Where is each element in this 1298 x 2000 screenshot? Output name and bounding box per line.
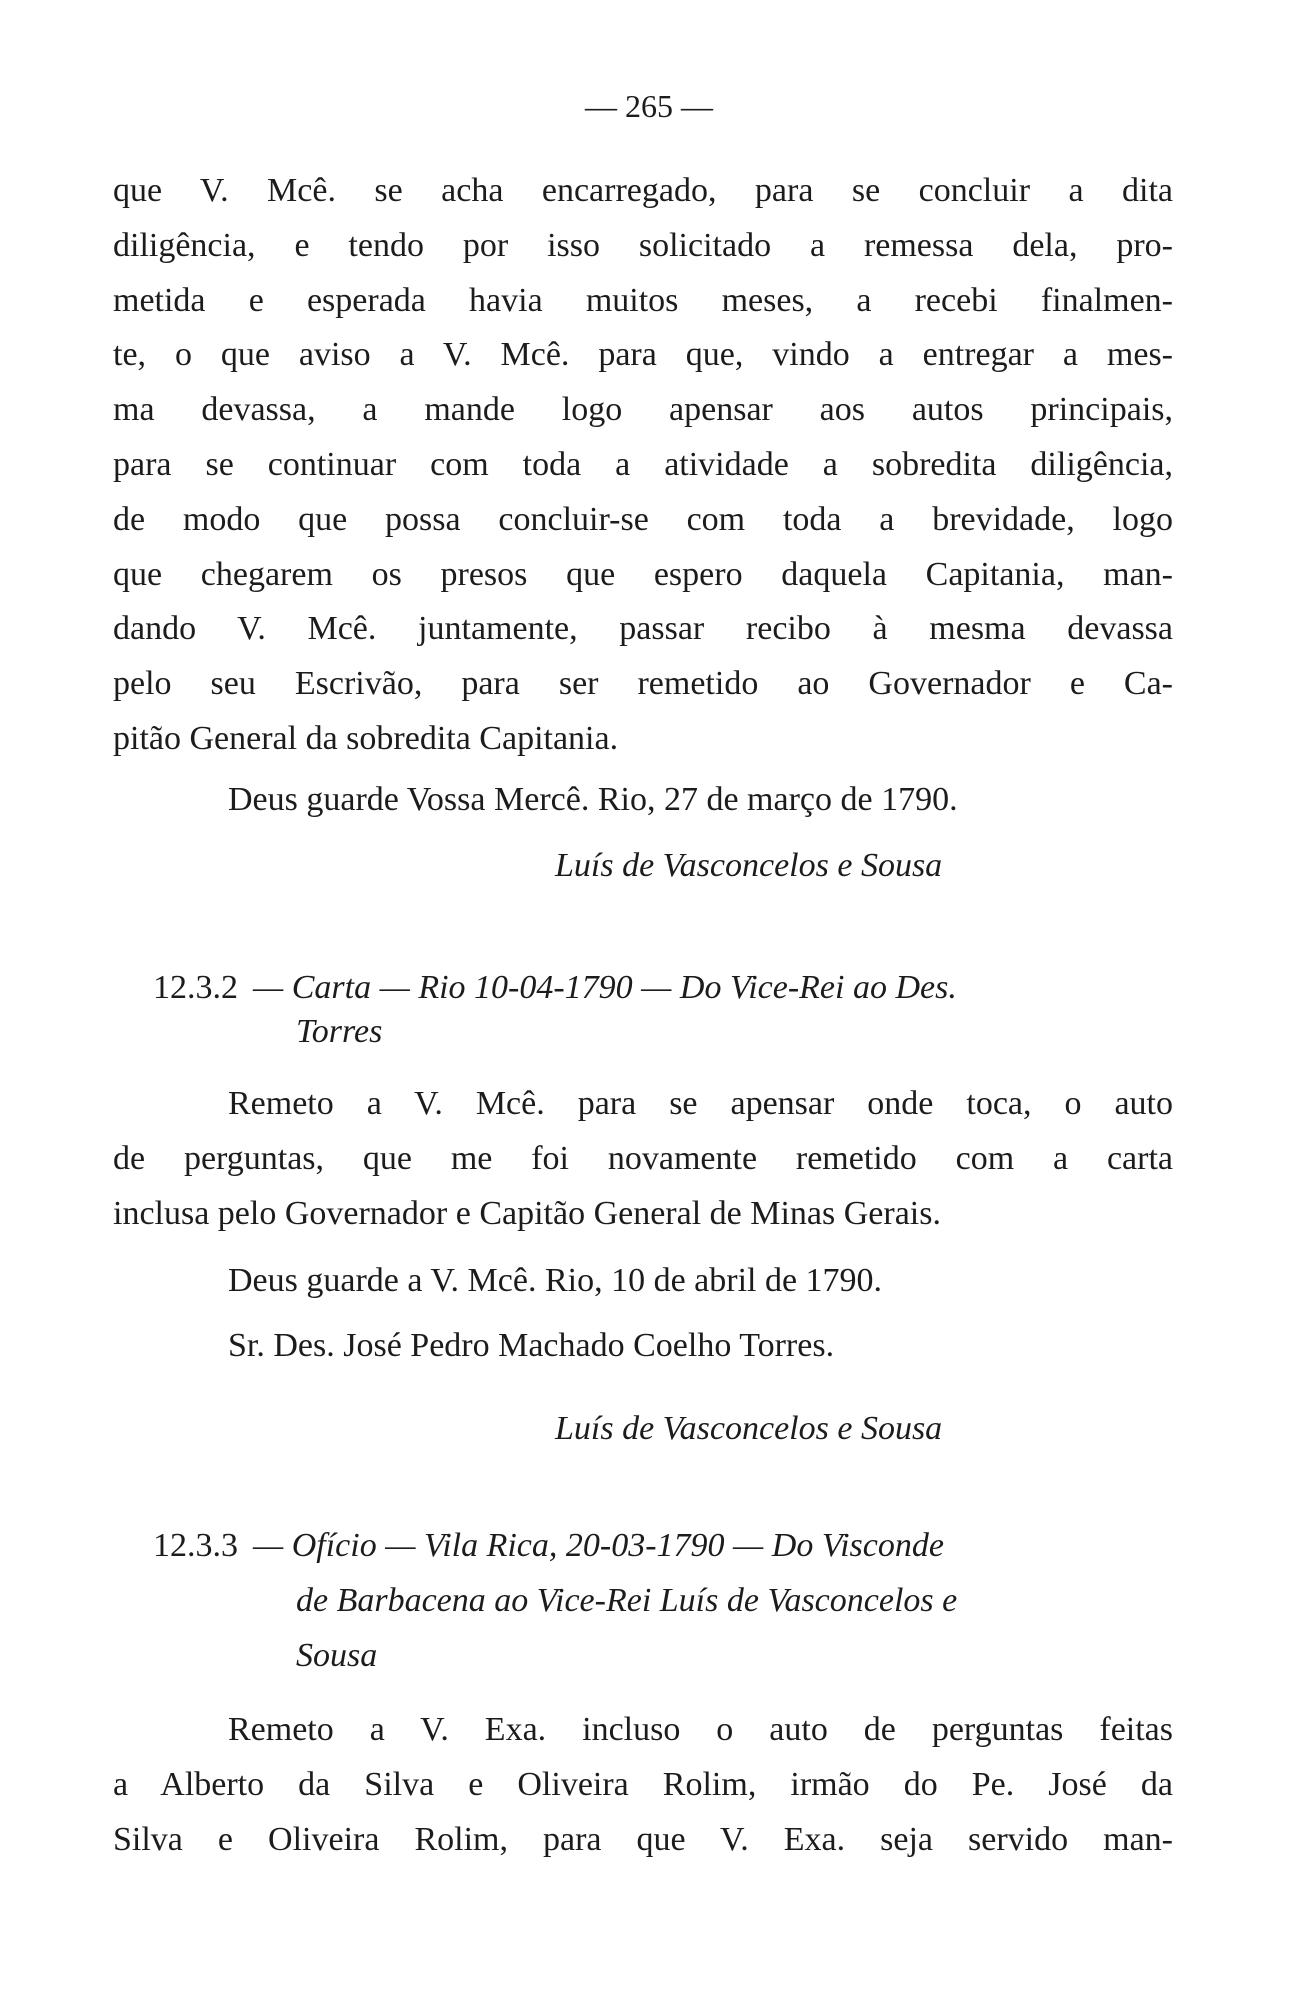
entry-heading: Torres [296,1013,383,1050]
text-line: pitão General da sobredita Capitania. [113,720,619,757]
signature: Luís de Vasconcelos e Sousa [555,847,943,884]
text-line: metida e esperada havia muitos meses, a recebi finalmen- [113,282,1173,319]
closing-line: Deus guarde a V. Mcê. Rio, 10 de abril de 1790. [228,1262,883,1299]
entry-number: 12.3.3 [153,1527,238,1564]
entry-heading: — Carta — Rio 10-04-1790 — Do Vice-Rei ao Des. [253,969,957,1006]
entry-heading: Sousa [296,1637,378,1674]
entry-heading: de Barbacena ao Vice-Rei Luís de Vasconcelos e [296,1582,958,1619]
text-line: Remeto a V. Mcê. para se apensar onde toca, o auto [228,1085,1173,1122]
text-line: para se continuar com toda a atividade a sobredita diligência, [113,446,1173,483]
signature: Luís de Vasconcelos e Sousa [555,1410,943,1447]
text-line: dando V. Mcê. juntamente, passar recibo à mesma devassa [113,610,1173,647]
text-line: que chegarem os presos que espero daquela Capitania, man- [113,556,1173,593]
text-line: Silva e Oliveira Rolim, para que V. Exa. seja servido man- [113,1821,1173,1858]
text-line: ma devassa, a mande logo apensar aos autos principais, [113,391,1173,428]
text-line: Remeto a V. Exa. incluso o auto de perguntas feitas [228,1711,1173,1748]
text-line: a Alberto da Silva e Oliveira Rolim, irmão do Pe. José da [113,1766,1173,1803]
addressee-line: Sr. Des. José Pedro Machado Coelho Torres. [228,1327,835,1364]
text-line: de modo que possa concluir-se com toda a brevidade, logo [113,501,1173,538]
text-line: pelo seu Escrivão, para ser remetido ao Governador e Ca- [113,665,1173,702]
text-line: inclusa pelo Governador e Capitão General de Minas Gerais. [113,1195,941,1232]
text-line: te, o que aviso a V. Mcê. para que, vindo a entregar a mes- [113,336,1173,373]
entry-number: 12.3.2 [153,969,238,1006]
text-line: diligência, e tendo por isso solicitado a remessa dela, pro- [113,227,1173,264]
text-line: que V. Mcê. se acha encarregado, para se concluir a dita [113,172,1173,209]
closing-line: Deus guarde Vossa Mercê. Rio, 27 de março de 1790. [228,781,958,818]
entry-heading: — Ofício — Vila Rica, 20-03-1790 — Do Visconde [253,1527,944,1564]
page-number: — 265 — [585,88,713,124]
text-line: de perguntas, que me foi novamente remetido com a carta [113,1140,1173,1177]
